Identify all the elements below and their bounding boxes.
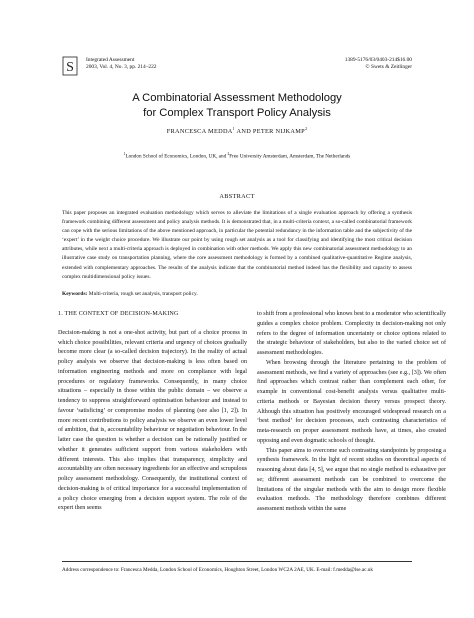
body-paragraph: to shift from a professional who knows best to a moderator who scientifically guides a complex choice problem. Complexity in decision-making not only refers to the degree of information uncertainty or choice options related to the strategic behaviour of stakeholders, but also to the varied choice set of assessment methodologies. [257, 311, 446, 356]
body-paragraph: When browsing through the literature pertaining to the problem of assessment methods, we find a variety of approaches (see e.g., [3]). We often find approaches which contrast rather than complement each other, for example in conventional cost-benefit analysis versus qualitative multi-criteria methods or Bayesian decision theory versus prospect theory. Although this situation has positively encouraged widespread research on a ‘best method’ for decision processes, such contrasting characteristics of meta-research on proper assessment methods have, at times, also created opposing and even dogmatic schools of thought. [257, 359, 446, 444]
body-column-left [58, 310, 247, 514]
author-name-2: PETER NIJKAMP [252, 128, 305, 136]
section-heading: 1. THE CONTEXT OF DECISION-MAKING [58, 311, 179, 317]
body-paragraph: This paper aims to overcome such contrasting standpoints by proposing a synthesis framework. In the light of recent studies on theoretical aspects of reasoning about data [4, 5], we argue that no single method is exhaustive per se; different assessment methods can be combined to overcome the limitations of the singular methods with the aim to design more flexible evaluation methods. The methodology therefore combines different assessment methods within the same [257, 447, 446, 512]
affiliation-2-superscript: 2 [227, 152, 230, 156]
keywords-label: Keywords: [62, 291, 88, 297]
running-header [62, 56, 412, 82]
affiliation-1-superscript: 1 [123, 152, 126, 156]
correspondence-footnote: Address correspondence to: Francesca Medda, London School of Economics, Houghton Street, London WC2A 2AE, UK. E-mail: f.medda@lse.ac.uk [62, 567, 373, 573]
journal-logo-icon [62, 56, 78, 76]
journal-name: Integrated Assessment [86, 57, 135, 63]
affiliation-2: Free University Amsterdam, Amsterdam, The Netherlands [229, 153, 351, 160]
abstract-text: This paper proposes an integrated evaluation methodology which serves to alleviate the limitations of a single evaluation approach by offering a synthesis framework combining different assessment and policy analysis methods. It is demonstrated that, in a multi-criteria context, a so-called combinatorial framework can cope with the serious limitations of the above mentioned approach, in particular the potential redundancy in the information table and the subjectivity of the ‘expert’ in the weight choice procedure. We illustrate our point by using rough set analysis as a tool for classifying and identifying the most critical decision attributes, while next a multi-criteria approach is deployed in combination with other methods. We apply this new combinatorial assessment methodology to an illustrative case study on transportation planning, where the core assessment methodology is formed by a combined qualitative-quantitative Regime analysis, extended with complementary approaches. The results of the analysis indicate that the combinatorial method indeed has the flexibility and capacity to assess complex multidimensional policy issues. [62, 210, 412, 280]
issn-code: 1389-5176/03/0403-214$16.00 [344, 57, 412, 63]
author-2-superscript: 2 [304, 126, 308, 131]
keywords-value: Multi-criteria, rough set analysis, transport policy. [88, 291, 198, 297]
author-list [62, 126, 412, 135]
keywords-line [62, 291, 412, 297]
journal-citation [86, 57, 156, 71]
affiliation-1: London School of Economics, London, UK, and [125, 153, 228, 160]
paper-title [62, 91, 412, 121]
svg-text:S: S [66, 60, 74, 75]
abstract-heading: ABSTRACT [219, 193, 255, 200]
body-column-right [257, 310, 446, 515]
body-paragraph: Decision-making is not a one-shot activity, but part of a choice process in which choice possibilities, relevant criteria and urgency of choices gradually become more clear (a so-called decision trajectory). In the reality of actual policy analysis we observe that decision-making is less often based on information engineering methods and more on compliance with legal procedures or regulatory frameworks. Consequently, in many choice situations – especially in those within the public domain – we observe a tendency to suppress straightforward optimisation behaviour and instead to favour ‘satisficing’ or compromise modes of planning (see also [1, 2]). In more recent contributions to policy analysis we observe an even lower level of ambition, that is, accountability behaviour or negotiation behaviour. In the latter case the question is whether a decision can be rationally justified or whether it generates sufficient support from various stakeholders with different interests. This also implies that transparency, simplicity and accountability are often necessary ingredients for an effective and scrupulous policy assessment methodology. Consequently, the institutional context of decision-making is of critical importance for a successful implementation of a policy choice emerging from a decision support system. The role of the expert then seems [58, 329, 247, 512]
publisher-name: © Swets & Zeitlinger [365, 64, 412, 70]
affiliations [62, 152, 412, 160]
author-connector: AND [234, 128, 253, 136]
title-line-2: for Complex Transport Policy Analysis [143, 107, 331, 119]
author-name-1: FRANCESCA MEDDA [166, 128, 233, 136]
title-line-1: A Combinatorial Assessment Methodology [132, 92, 342, 104]
author-1-superscript: 1 [232, 126, 235, 131]
publisher-info [345, 57, 412, 71]
volume-issue-pages: 2003, Vol. 4, No. 3, pp. 214–222 [86, 64, 157, 70]
footnote-rule [62, 561, 412, 562]
